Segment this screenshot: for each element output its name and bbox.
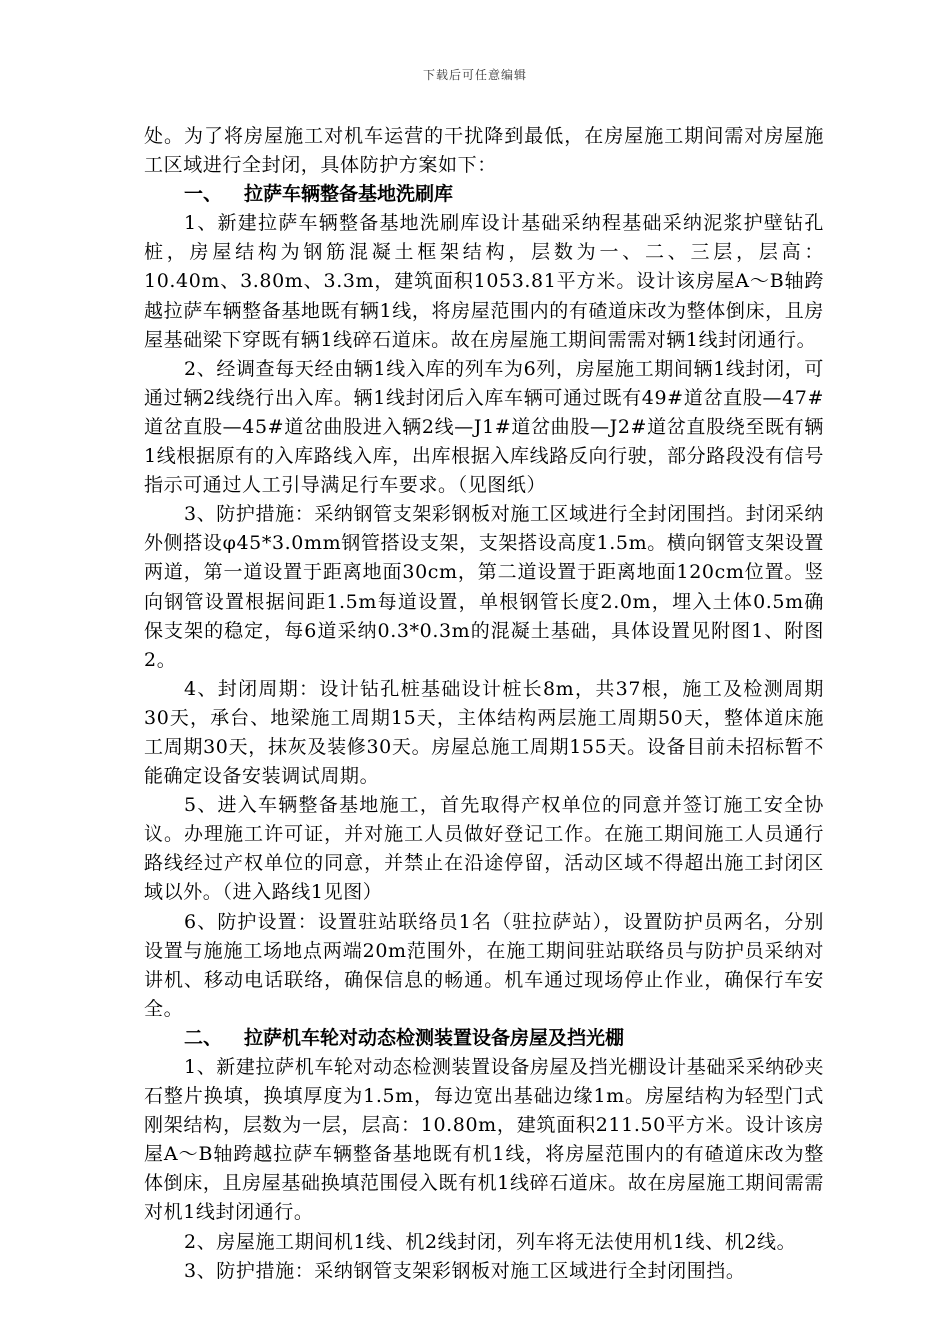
paragraph: 3、防护措施：采纳钢管支架彩钢板对施工区域进行全封闭围挡。封闭采纳外侧搭设φ45*3.0mm钢管搭设支架，支架搭设高度1.5m。横向钢管支架设置两道，第一道设置于距离地面30cm，第二道设置于距离地面120cm位置。竖向钢管设置根据间距1.5m每道设置，单根钢管长度2.0m，埋入土体0.5m确保支架的稳定，每6道采纳0.3*0.3m的混凝土基础，具体设置见附图1、附图2。 [144,503,824,671]
section-heading-1 [144,180,824,209]
paragraph: 1、新建拉萨车辆整备基地洗刷库设计基础采纳程基础采纳泥浆护壁钻孔桩，房屋结构为钢筋混凝土框架结构，层数为一、二、三层，层高：10.40m、3.80m、3.3m，建筑面积1053.81平方米。设计该房屋A～B轴跨越拉萨车辆整备基地既有辆1线，将房屋范围内的有碴道床改为整体倒床，且房屋基础梁下穿既有辆1线碎石道床。故在房屋施工期间需需对辆1线封闭通行。 [144,212,824,351]
paragraph: 2、经调查每天经由辆1线入库的列车为6列，房屋施工期间辆1线封闭，可通过辆2线绕行出入库。辆1线封闭后入库车辆可通过既有49#道岔直股—47#道岔直股—45#道岔曲股进入辆2线—J1#道岔曲股—J2#道岔直股绕至既有辆1线根据原有的入库路线入库，出库根据入库线路反向行驶，部分路段没有信号指示可通过人工引导满足行车要求。（见图纸） [144,357,824,497]
paragraph: 2、房屋施工期间机1线、机2线封闭，列车将无法使用机1线、机2线。 [184,1230,797,1253]
paragraph: 3、防护措施：采纳钢管支架彩钢板对施工区域进行全封闭围挡。 [184,1259,746,1282]
section-number: 一、 [184,183,223,206]
section-heading-2 [144,1024,824,1053]
paragraph: 1、新建拉萨机车轮对动态检测装置设备房屋及挡光棚设计基础采采纳砂夹石整片换填，换填厚度为1.5m，每边宽出基础边缘1m。房屋结构为轻型门式刚架结构，层数为一层，层高：10.80m，建筑面积211.50平方米。设计该房屋A～B轴跨越拉萨车辆整备基地既有机1线，将房屋范围内的有碴道床改为整体倒床，且房屋基础换填范围侵入既有机1线碎石道床。故在房屋施工期间需需对机1线封闭通行。 [144,1056,824,1224]
paragraph: 4、封闭周期：设计钻孔桩基础设计桩长8m，共37根，施工及检测周期30天，承台、地梁施工周期15天，主体结构两层施工周期50天，整体道床施工周期30天，抹灰及装修30天。房屋总施工周期155天。设备目前未招标暂不能确定设备安装调试周期。 [144,677,824,788]
section-title: 拉萨车辆整备基地洗刷库 [244,183,454,206]
document-body [144,122,824,1286]
page-header: 下载后可任意编辑 [422,68,527,82]
paragraph: 5、进入车辆整备基地施工，首先取得产权单位的同意并签订施工安全协议。办理施工许可证，并对施工人员做好登记工作。在施工期间施工人员通行路线经过产权单位的同意，并禁止在沿途停留，活动区域不得超出施工封闭区域以外。（进入路线1见图） [144,794,824,904]
section-title: 拉萨机车轮对动态检测装置设备房屋及挡光棚 [244,1026,625,1049]
intro-paragraph: 处。为了将房屋施工对机车运营的干扰降到最低，在房屋施工期间需对房屋施工区域进行全封闭，具体防护方案如下： [144,125,824,177]
paragraph: 6、防护设置：设置驻站联络员1名（驻拉萨站），设置防护员两名，分别设置与施施工场地点两端20m范围外，在施工期间驻站联络员与防护员采纳对讲机、移动电话联络，确保信息的畅通。机车通过现场停止作业，确保行车安全。 [144,910,824,1020]
section-number: 二、 [184,1026,223,1049]
